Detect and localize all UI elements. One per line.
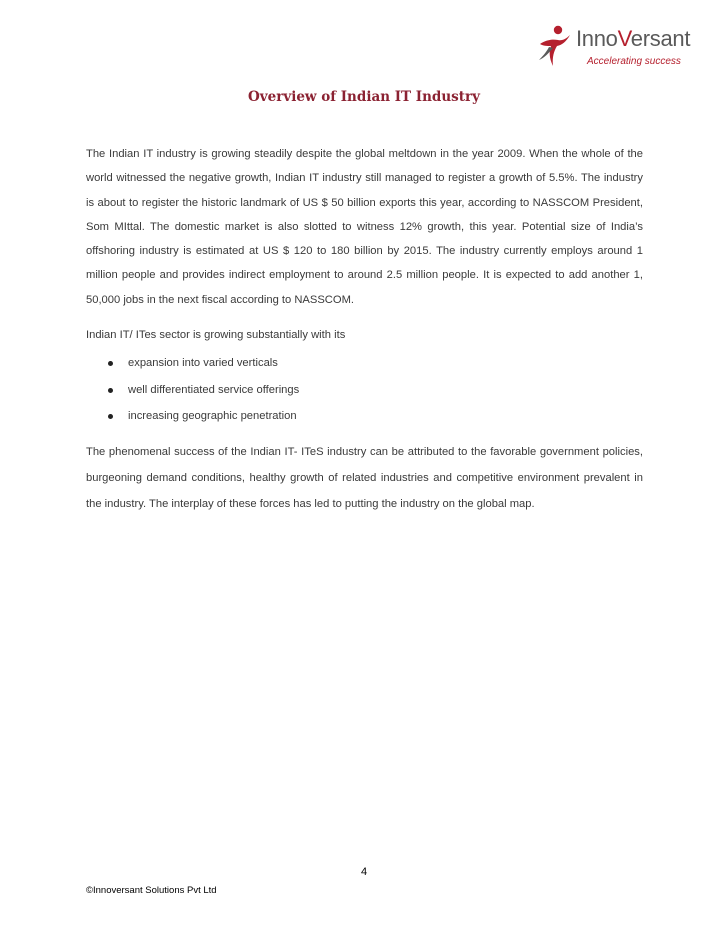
dancing-figure-logo-icon <box>536 24 572 68</box>
page-title: Overview of Indian IT Industry <box>248 89 480 105</box>
bullet-list <box>86 350 643 430</box>
page-number: 4 <box>360 866 368 878</box>
bullet-icon <box>108 361 113 366</box>
brand-name: InnoVersant <box>576 26 691 51</box>
footer-copyright: ©Innoversant Solutions Pvt Ltd <box>86 885 217 896</box>
bullet-icon <box>108 414 113 419</box>
document-body <box>86 142 643 517</box>
list-item: well differentiated service offerings <box>86 377 643 404</box>
list-item: expansion into varied verticals <box>86 350 643 377</box>
bullet-icon <box>108 388 113 393</box>
paragraph-success-factors: The phenomenal success of the Indian IT- ITeS industry can be attributed to the favorable government policies, burgeoning demand conditions, healthy growth of related industries and competitive environment prevalent in the industry. The interplay of these forces has led to putting the industry on the global map. <box>86 445 643 511</box>
brand-logo <box>536 24 696 72</box>
paragraph-sector-intro: Indian IT/ ITes sector is growing substantially with its <box>86 329 346 342</box>
brand-tagline: Accelerating success <box>587 56 681 67</box>
list-item: increasing geographic penetration <box>86 403 643 430</box>
paragraph-overview: The Indian IT industry is growing steadily despite the global meltdown in the year 2009. When the whole of the world witnessed the negative growth, Indian IT industry still managed to register a growth of 5.5%. The industry is about to register the historic landmark of US $ 50 billion exports this year, according to NASSCOM President, Som MIttal. The domestic market is also slotted to witness 12% growth, this year. Potential size of India’s offshoring industry is estimated at US $ 120 to 180 billion by 2015. The industry currently employs around 1 million people and provides indirect employment to around 2.5 million people. It is expected to add another 1, 50,000 jobs in the next fiscal according to NASSCOM. <box>86 148 643 306</box>
